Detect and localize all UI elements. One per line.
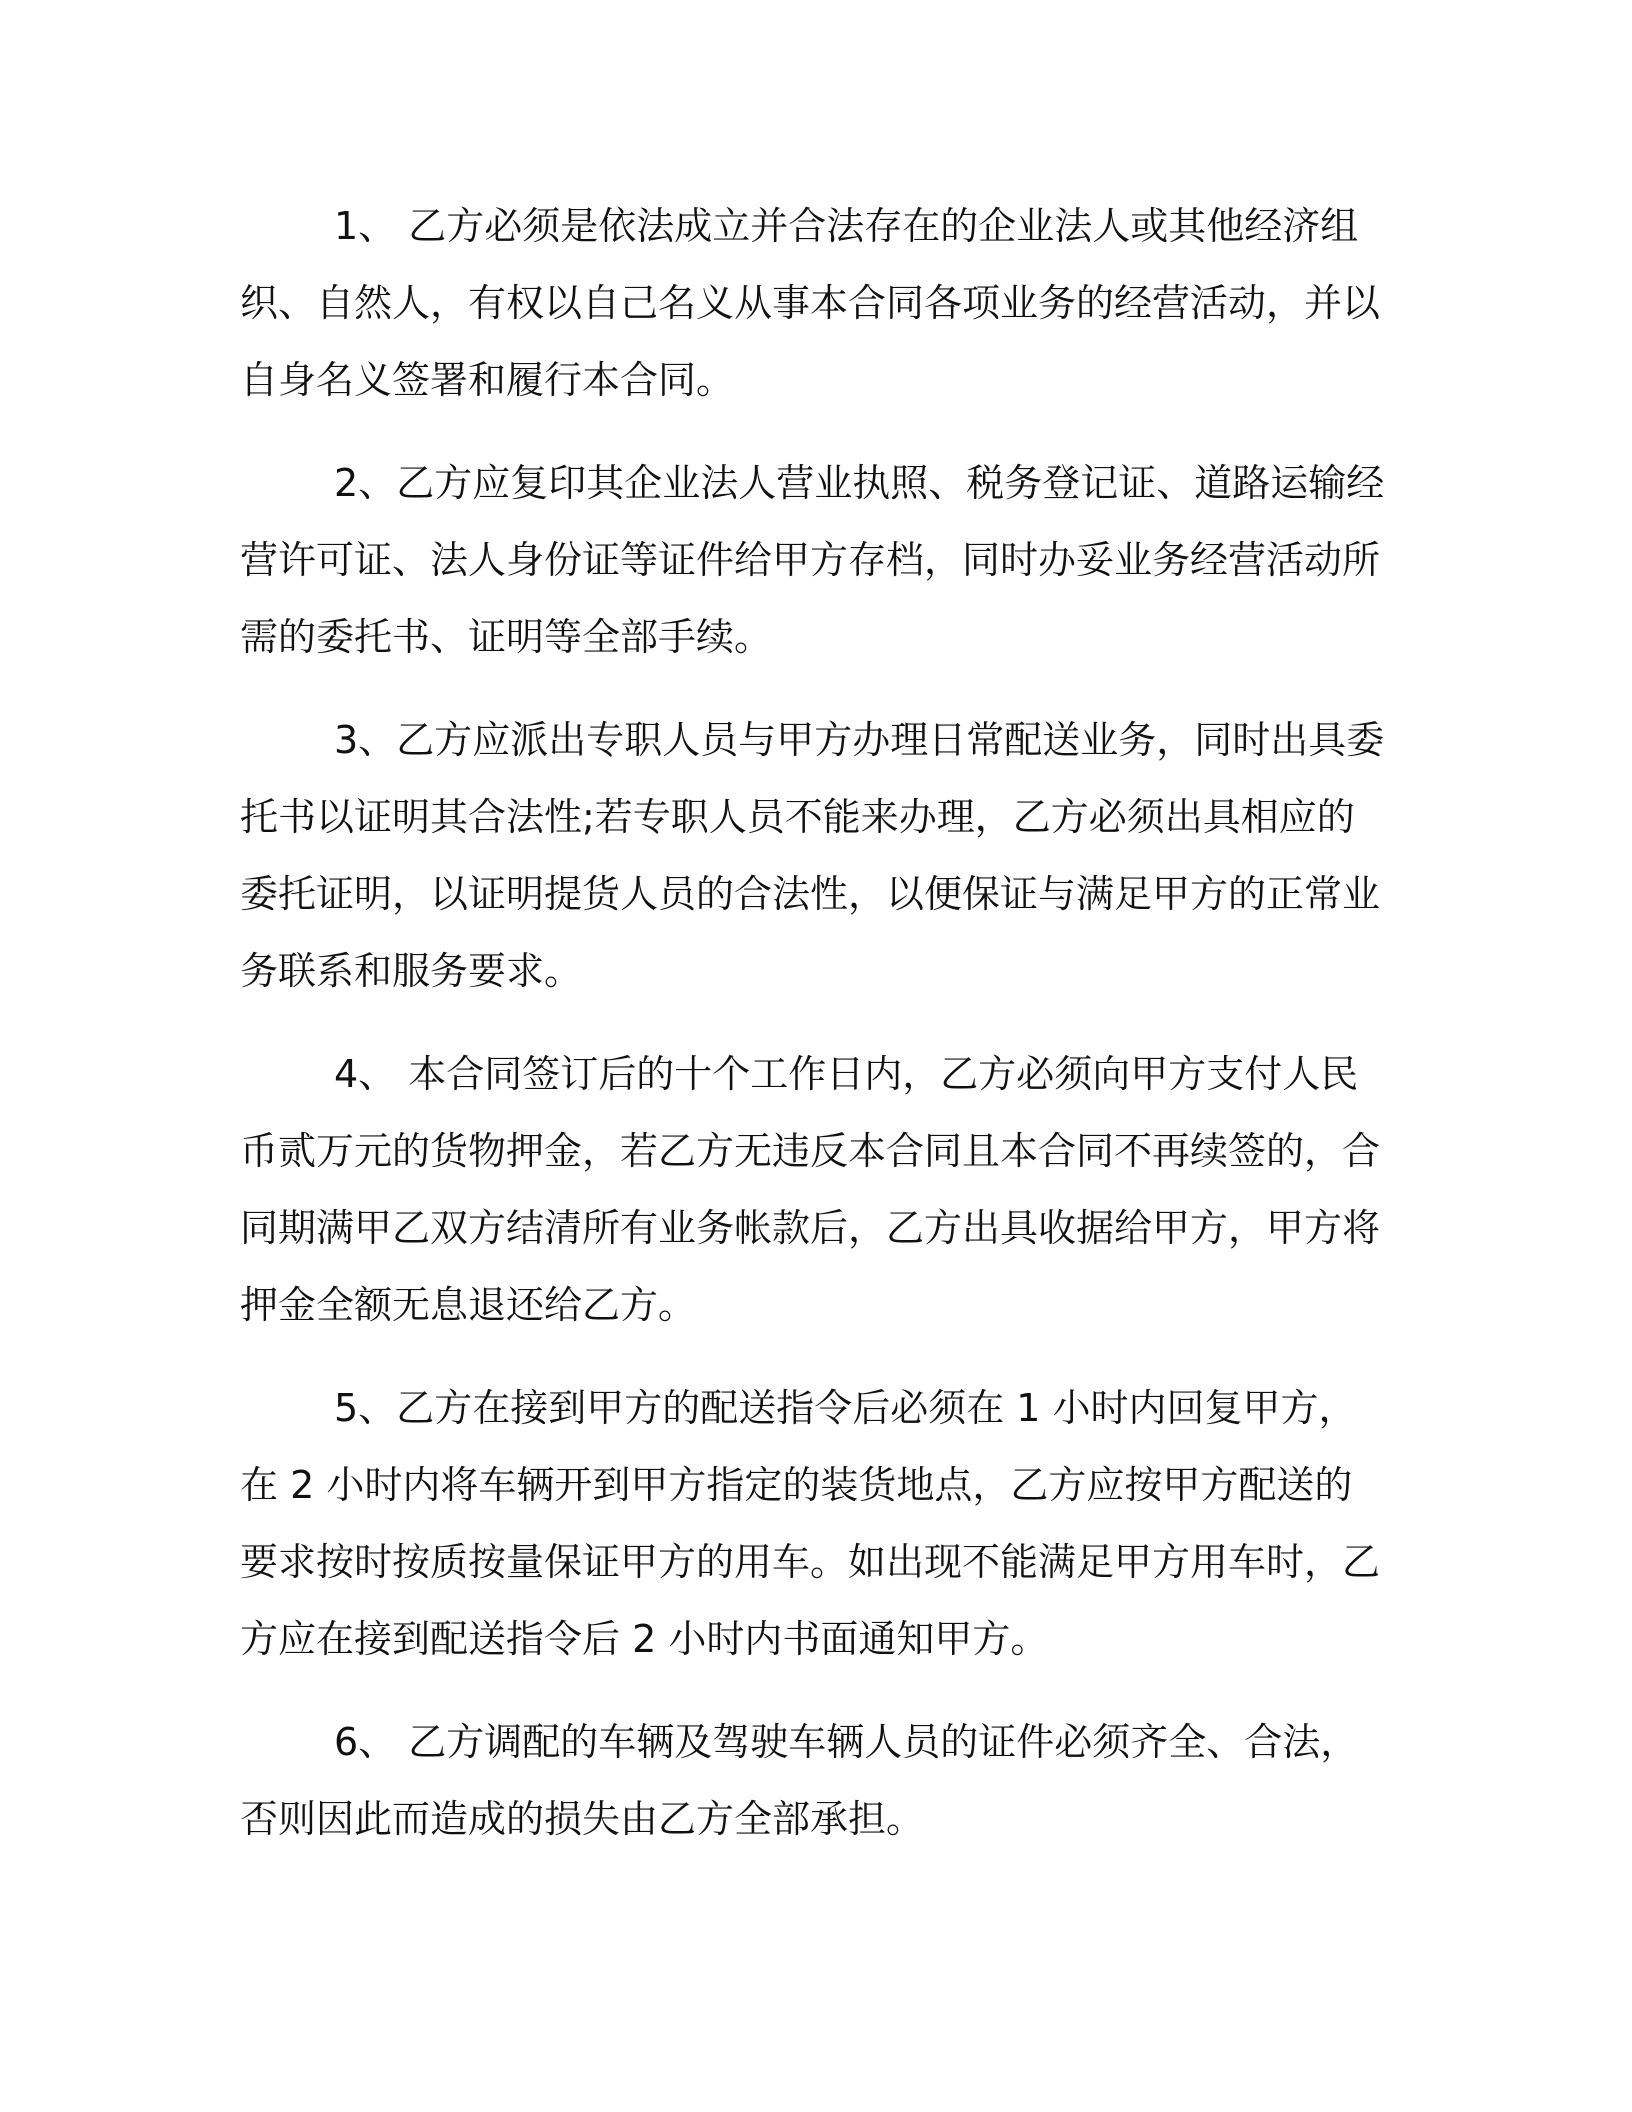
clause-number: 6、 bbox=[334, 1720, 397, 1764]
clause-number: 2、 bbox=[334, 461, 397, 505]
clause-1 bbox=[240, 188, 1390, 419]
clause-4 bbox=[240, 1036, 1390, 1344]
clause-number: 1、 bbox=[334, 204, 397, 248]
clause-6 bbox=[240, 1704, 1390, 1858]
clause-number: 4、 bbox=[334, 1052, 397, 1096]
clause-5 bbox=[240, 1370, 1390, 1678]
clause-text: 乙方应复印其企业法人营业执照、税务登记证、道路运输经营许可证、法人身份证等证件给甲方存档，同时办妥业务经营活动所需的委托书、证明等全部手续。 bbox=[240, 461, 1385, 659]
clause-3 bbox=[240, 702, 1390, 1010]
document-body bbox=[240, 188, 1390, 1884]
clause-text: 本合同签订后的十个工作日内，乙方必须向甲方支付人民币贰万元的货物押金，若乙方无违反本合同且本合同不再续签的，合同期满甲乙双方结清所有业务帐款后，乙方出具收据给甲方，甲方将押金全额无息退还给乙方。 bbox=[240, 1052, 1381, 1327]
clause-number: 5、 bbox=[334, 1386, 397, 1430]
clause-text: 乙方在接到甲方的配送指令后必须在 1 小时内回复甲方，在 2 小时内将车辆开到甲方指定的装货地点，乙方应按甲方配送的要求按时按质按量保证甲方的用车。如出现不能满足甲方用车时，乙方应在接到配送指令后 2 小时内书面通知甲方。 bbox=[240, 1386, 1381, 1661]
clause-text: 乙方必须是依法成立并合法存在的企业法人或其他经济组织、自然人，有权以自己名义从事本合同各项业务的经营活动，并以自身名义签署和履行本合同。 bbox=[240, 204, 1381, 402]
clause-2 bbox=[240, 445, 1390, 676]
clause-number: 3、 bbox=[334, 718, 397, 762]
clause-text: 乙方调配的车辆及驾驶车辆人员的证件必须齐全、合法，否则因此而造成的损失由乙方全部承担。 bbox=[240, 1720, 1359, 1841]
clause-text: 乙方应派出专职人员与甲方办理日常配送业务，同时出具委托书以证明其合法性;若专职人员不能来办理，乙方必须出具相应的委托证明，以证明提货人员的合法性，以便保证与满足甲方的正常业务联系和服务要求。 bbox=[240, 718, 1385, 993]
